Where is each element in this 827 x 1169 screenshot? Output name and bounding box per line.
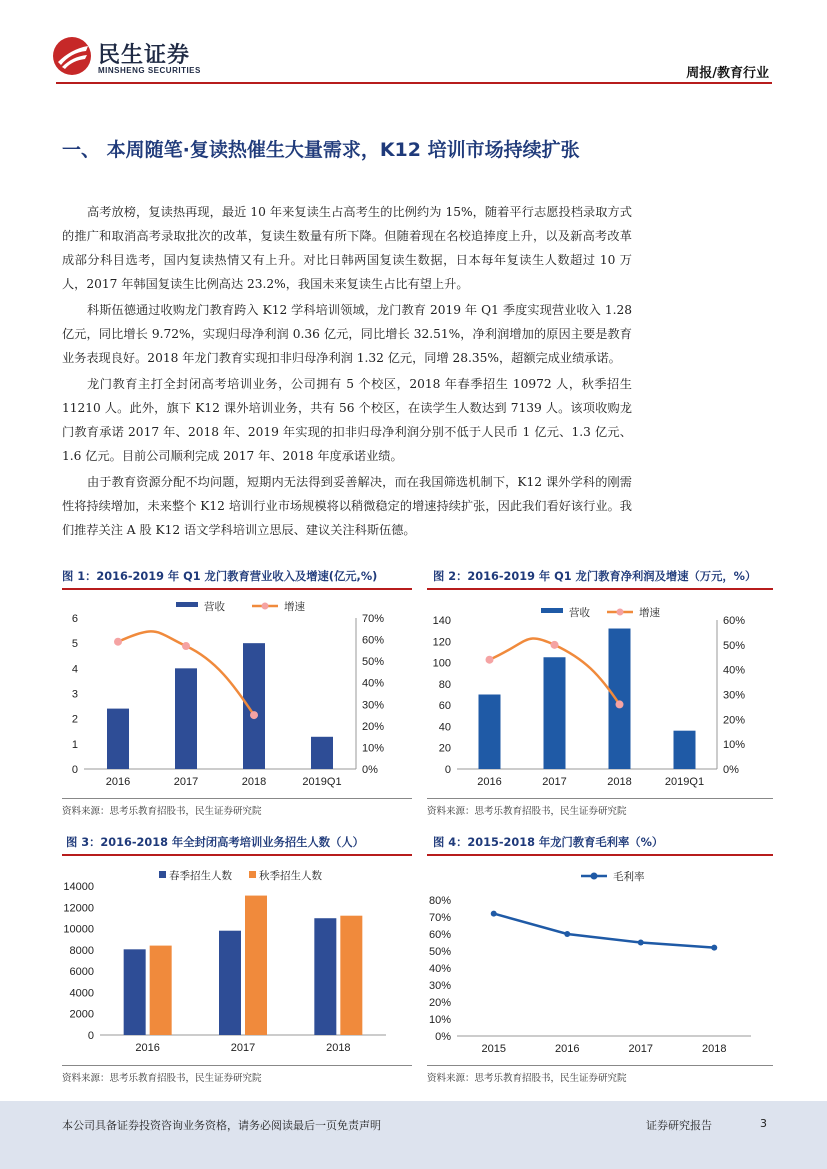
y-tick-label: 0% [435,1031,451,1043]
figure-1-title: 图 1：2016-2019 年 Q1 龙门教育营业收入及增速(亿元,%) [62,570,378,583]
y2-tick-label: 20% [362,720,385,733]
point-增速 [250,711,258,719]
y2-tick-label: 60% [723,615,746,627]
bar-营收 [479,695,501,770]
y-tick-label: 50% [428,946,451,958]
x-tick-label: 2018 [241,776,267,788]
minsheng-logo-icon [52,36,92,76]
y-tick-label: 6 [71,613,78,625]
point-增速 [616,700,624,708]
bar-秋季招生人数 [340,916,362,1035]
y-tick-label: 3 [71,688,78,701]
bar-秋季招生人数 [150,946,172,1035]
footer-disclaimer: 本公司具备证券投资咨询业务资格，请务必阅读最后一页免责声明 [62,1119,381,1132]
x-tick-label: 2017 [173,776,199,788]
y-tick-label: 70% [428,912,451,924]
y-tick-label: 120 [432,636,451,649]
point-毛利率 [491,911,497,917]
x-tick-label: 2017 [230,1042,256,1054]
figure-4-source: 资料来源：思考乐教育招股书，民生证券研究院 [427,1073,627,1084]
legend-label: 毛利率 [613,871,645,883]
y-tick-label: 140 [432,615,451,627]
y-tick-label: 80% [428,895,451,907]
y-tick-label: 0 [71,764,78,776]
y2-tick-label: 0% [362,764,378,776]
section-title: 一、 本周随笔·复读热催生大量需求，K12 培训市场持续扩张 [62,139,580,161]
x-tick-label: 2016 [477,776,502,788]
y-tick-label: 20 [438,742,451,755]
y2-tick-label: 0% [723,764,739,776]
legend-bar-swatch [159,871,166,878]
logo-english-name: MINSHENG SECURITIES [98,66,201,75]
x-tick-label: 2015 [481,1043,506,1055]
x-tick-label: 2017 [542,776,567,788]
y2-tick-label: 10% [362,742,385,755]
figure-3-title: 图 3：2016-2018 年全封闭高考培训业务招生人数（人） [66,836,364,849]
x-tick-label: 2018 [702,1043,727,1055]
y2-tick-label: 70% [362,613,385,625]
figure-1-source: 资料来源：思考乐教育招股书，民生证券研究院 [62,806,262,817]
y-tick-label: 4 [71,663,78,676]
bar-营收 [175,668,197,769]
legend-label: 增速 [284,601,305,613]
y-tick-label: 80 [438,678,451,691]
y2-tick-label: 20% [723,714,746,727]
y-tick-label: 4000 [69,987,94,1000]
x-tick-label: 2016 [135,1042,160,1054]
bar-营收 [544,657,566,769]
body-text [62,200,632,544]
point-毛利率 [711,945,717,951]
y-tick-label: 0 [444,764,451,776]
bar-春季招生人数 [219,931,241,1035]
y2-tick-label: 50% [723,639,746,652]
point-增速 [114,638,122,646]
y-tick-label: 40% [428,963,451,975]
y2-tick-label: 10% [723,739,746,752]
chart-1-revenue [56,596,416,796]
legend-marker [262,603,269,610]
footer-label: 证券研究报告 [646,1119,712,1132]
y-tick-label: 40 [438,721,451,734]
y-tick-label: 14000 [63,881,94,893]
x-tick-label: 2016 [105,776,131,788]
page-number: 3 [760,1117,767,1130]
figure-3-source-rule [62,1065,412,1066]
legend-label: 秋季招生人数 [259,870,322,882]
figure-1-source-rule [62,798,412,799]
y-tick-label: 60 [438,700,451,713]
point-增速 [486,656,494,664]
y-tick-label: 6000 [69,966,94,979]
logo-chinese-name: 民生证券 [98,43,191,68]
bar-营收 [674,731,696,769]
figure-2-title: 图 2：2016-2019 年 Q1 龙门教育净利润及增速（万元，%） [433,570,757,583]
x-tick-label: 2016 [555,1043,580,1055]
figure-1-rule [62,588,412,590]
line-毛利率 [494,914,715,948]
legend-marker [617,609,624,616]
legend-label: 春季招生人数 [169,870,232,882]
paragraph: 科斯伍德通过收购龙门教育跨入 K12 学科培训领域，龙门教育 2019 年 Q1 季度实现营业收入 1.28 亿元，同比增长 9.72%，实现归母净利润 0.36 亿元，同比增长 32.51%，净利润增加的原因主要是教育业务表现良好。2018 年龙门教育实现扣非归母净利润 1.32 亿元，同增 28.35%，超额完成业绩承诺。 [62,303,632,365]
chart-4-gross-margin [421,862,781,1062]
report-type-label: 周报/教育行业 [686,66,769,81]
figure-3-source: 资料来源：思考乐教育招股书，民生证券研究院 [62,1073,262,1084]
y-tick-label: 60% [428,929,451,941]
legend-bar-swatch [541,608,563,613]
page-footer [0,1101,827,1169]
legend-bar-swatch [176,602,198,607]
legend-label: 营收 [569,607,590,619]
y-tick-label: 12000 [63,902,94,915]
bar-营收 [107,709,129,769]
y-tick-label: 1 [71,738,78,751]
bar-秋季招生人数 [245,896,267,1035]
bar-春季招生人数 [124,949,146,1035]
figure-2-source-rule [427,798,773,799]
bar-春季招生人数 [314,918,336,1035]
y2-tick-label: 30% [723,689,746,702]
legend-marker [591,873,598,880]
y-tick-label: 0 [87,1030,94,1042]
y2-tick-label: 50% [362,656,385,669]
legend-label: 增速 [639,607,660,619]
y-tick-label: 10% [428,1014,451,1026]
chart-2-net-profit [421,596,781,796]
bar-营收 [609,629,631,769]
point-增速 [182,642,190,650]
x-tick-label: 2019Q1 [664,776,705,788]
x-tick-label: 2017 [628,1043,653,1055]
figure-3-rule [62,854,412,856]
paragraph: 龙门教育主打全封闭高考培训业务，公司拥有 5 个校区，2018 年春季招生 10972 人，秋季招生 11210 人。此外，旗下 K12 课外培训业务，共有 56 个校区，在读学生人数达到 7139 人。该项收购龙门教育承诺 2017 年、2018 年、2019 年实现的扣非归母净利润分别不低于人民币 1 亿元、1.3 亿元、1.6 亿元。目前公司顺利完成 2017 年、2018 年度承诺业绩。 [62,377,632,463]
y-tick-label: 10000 [63,923,94,936]
figure-2-rule [427,588,773,590]
paragraph: 高考放榜，复读热再现，最近 10 年来复读生占高考生的比例约为 15%，随着平行志愿投档录取方式的推广和取消高考录取批次的改革，复读生数量有所下降。但随着现在名校追捧度上升，以及新高考改革成部分科目选考，国内复读热情又有上升。对比日韩两国复读生数据，日本每年复读生人数超过 10 万人，2017 年韩国复读生比例高达 23.2%，我国未来复读生占比有望上升。 [62,205,632,291]
x-tick-label: 2019Q1 [302,776,342,788]
y-tick-label: 30% [428,980,451,992]
y-tick-label: 5 [71,638,78,651]
y-tick-label: 20% [428,997,451,1009]
y-tick-label: 100 [432,657,451,670]
paragraph: 由于教育资源分配不均问题，短期内无法得到妥善解决，而在我国筛选机制下，K12 课外学科的刚需性将持续增加，未来整个 K12 培训行业市场规模将以稍微稳定的增速持续扩张，因此我们看好该行业。我们推荐关注 A 股 K12 语文学科培训立思辰、建议关注科斯伍德。 [62,475,632,537]
figure-4-source-rule [427,1065,773,1066]
figure-4-rule [427,854,773,856]
y-tick-label: 8000 [69,944,94,957]
page-header [0,0,827,84]
header-divider [56,82,772,84]
legend-bar-swatch [249,871,256,878]
point-毛利率 [638,940,644,946]
y2-tick-label: 40% [723,664,746,677]
figure-4-title: 图 4：2015-2018 年龙门教育毛利率（%） [433,836,664,849]
x-tick-label: 2018 [607,776,632,788]
figure-2-source: 资料来源：思考乐教育招股书，民生证券研究院 [427,806,627,817]
y-tick-label: 2 [71,713,78,726]
point-毛利率 [564,931,570,937]
y-tick-label: 2000 [69,1008,94,1021]
y2-tick-label: 40% [362,677,385,690]
legend-label: 营收 [204,601,225,613]
bar-营收 [243,643,265,769]
chart-3-enrollment [56,862,416,1062]
x-tick-label: 2018 [326,1042,351,1054]
point-增速 [551,641,559,649]
bar-营收 [311,737,333,769]
y2-tick-label: 30% [362,699,385,712]
y2-tick-label: 60% [362,634,385,647]
